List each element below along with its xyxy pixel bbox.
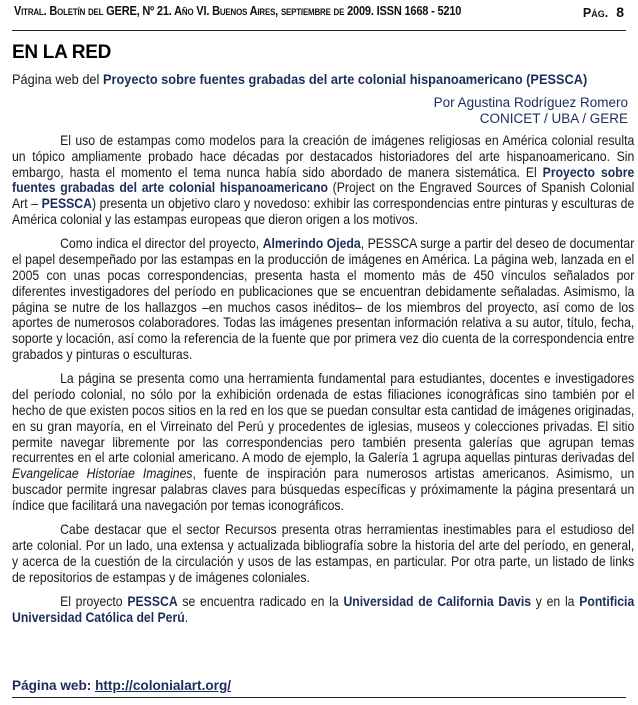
page-indicator: [583, 4, 624, 20]
text: El proyecto: [60, 592, 128, 609]
text: La página se presenta como una herramienta fundamental para estudiantes, docentes e investigadores del período colonial, no sólo por la exhibición ordenada de estas filiaciones iconográficas sino también por el hecho de que existen pocos sitios en la red en los que se puedan consultar esta cantidad de imágenes originadas, en su gran mayoría, en el Virreinato del Perú y procedentes de iglesias, museos y colecciones privadas. El sitio permite navegar libremente por las correspondencias pero también presenta galerías que agrupan temas recurrentes en el arte colonial americano. A modo de ejemplo, la Galería 1 agrupa aquellas pinturas derivadas del: [12, 370, 635, 466]
text: , PESSCA surge a partir del deseo de documentar el papel desempeñado por las estampas en la producción de imágenes en América. La página web, lanzada en el 2005 con unas pocas correspondencias, presenta hasta el momento más de 450 vínculos señalados por diferentes investigadores del período en publicaciones que se encuentran debidamente señaladas. Asimismo, la página se nutre de los hallazgos –en muchos casos inéditos– de los miembros del proyecto, así como de los aportes de numerosos colaboradores. Todas las imágenes presentan información relativa a su autor, título, fecha, soporte y locación, así como la referencia de la fuente que por primera vez dio cuenta de la correspondencia entre grabados y pinturas o esculturas.: [12, 235, 635, 362]
text: Como indica el director del proyecto,: [60, 235, 263, 252]
university-name: Universidad de California Davis: [343, 592, 532, 609]
text: .: [184, 608, 189, 625]
text: se encuentra radicado en la: [177, 592, 344, 609]
author: Por Agustina Rodríguez Romero: [433, 95, 628, 110]
page-number: 8: [616, 4, 624, 20]
footer-divider: [12, 697, 626, 698]
website-label: Página web:: [12, 678, 96, 693]
paragraph-3: [12, 371, 634, 513]
director-name: Almerindo Ojeda: [262, 235, 361, 252]
journal-citation: Vitral. Boletín del GERE, Nº 21. Año VI. Buenos Aires, septiembre de 2009. ISSN 1668 - 5210: [14, 4, 462, 18]
website-line: [12, 678, 231, 693]
text: El uso de estampas como modelos para la creación de imágenes religiosas en América colonial resulta un tópico ampliamente probado hace décadas por destacados historiadores del arte hispanoamericano. Sin embargo, hasta el momento el tema nunca había sido abordado de manera sistemática. El: [12, 132, 635, 180]
subtitle-prefix: Página web del: [12, 72, 103, 87]
text: ) presenta un objetivo claro y novedoso: exhibir las correspondencias entre pinturas y esculturas de América colonial y las estampas europeas que dieron origen a los motivos.: [12, 195, 635, 227]
acronym: PESSCA: [127, 592, 178, 609]
article-body: [12, 133, 634, 634]
byline: [434, 95, 628, 127]
text: , fuente de inspiración para numerosos artistas americanos. Asimismo, un buscador permite ingresar palabras claves para búsquedas específicas y próximamente la página presentará un índice que facilitará una navegación por temas iconográficos.: [12, 465, 635, 513]
paragraph-5: [12, 594, 634, 626]
text: Cabe destacar que el sector Recursos presenta otras herramientas inestimables para el estudioso del arte colonial. Por un lado, una extensa y actualizada bibliografía sobre la historia del arte del período, en general, y acerca de la cuestión de la circulación y usos de las estampas, en particular. Por otra parte, un listado de links de repositorios de estampas y de imágenes coloniales.: [12, 521, 635, 585]
university-name: Pontificia Universidad Católica del Perú: [12, 592, 635, 625]
paragraph-2: [12, 236, 634, 362]
project-name: Proyecto sobre fuentes grabadas del arte colonial hispanoamericano: [12, 163, 635, 196]
text: y en la: [531, 592, 580, 609]
paragraph-1: [12, 133, 634, 228]
acronym: PESSCA: [41, 195, 92, 212]
text: (Project on the Engraved Sources of Spanish Colonial Art –: [12, 179, 635, 212]
website-link[interactable]: http://colonialart.org/: [95, 678, 232, 693]
affiliation: CONICET / UBA / GERE: [479, 111, 628, 126]
paragraph-4: [12, 522, 634, 585]
section-title: EN LA RED: [12, 42, 111, 63]
subtitle-project-name: Proyecto sobre fuentes grabadas del arte colonial hispanoamericano (PESSCA): [102, 72, 588, 87]
article-subtitle: [12, 72, 595, 87]
book-title: Evangelicae Historiae Imagines: [12, 465, 193, 482]
page-label: Pág.: [582, 6, 609, 20]
running-header: [12, 0, 626, 31]
